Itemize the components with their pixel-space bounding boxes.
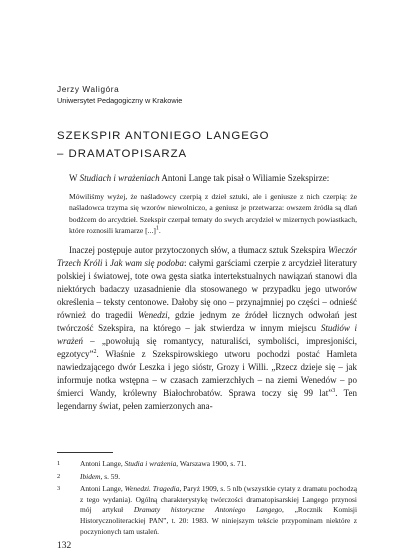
title-line-2: – DRAMATOPISARZA — [57, 148, 188, 160]
fn-italic: Dramaty historyczne Antoniego Langego — [133, 505, 283, 515]
intro-text-a: W — [69, 173, 80, 183]
para-italic-title: Wieczór Trzech Króli — [57, 244, 357, 268]
fn-italic: Ibidem — [80, 471, 101, 481]
para-text: – „powołują się romantycy, naturaliści, symboliści, impresjoniści, egzotycy” — [57, 335, 357, 359]
author-name: Jerzy Waligóra — [57, 85, 120, 94]
block-quote — [69, 191, 357, 237]
para-text: . Właśnie z Szekspirowskiego utworu pochodzi postać Hamleta nawiedzającego dwór Leszka i jego sióstr, Grozy i Willi. „Rzecz dzieje się – jak informuje notka wstępna – w czasach zamierzchłych – na ziemi Wenedów – po śmierci Wandy, królewny Białochrobatów. Sprawa toczy się 99 lat” — [57, 348, 357, 398]
footnote-number: 1 — [57, 460, 61, 467]
intro-paragraph — [57, 172, 357, 185]
para-text: : całymi garściami czerpie z arcydzieł literatury polskiej i światowej, tote owa gęsta siatka intertekstualnych nawiązań stanowi dla niektórych badaczy uzasadnienie dla stosowanego w przypadku jego utworów określenia – teksty centonowe. Dałoby się ono – przynajmniej po części – odnieść również do tragedii — [57, 257, 357, 320]
page-number: 132 — [57, 541, 72, 551]
fn-italic: Studia i wrażenia — [124, 459, 177, 468]
footnote-number: 3 — [57, 485, 61, 493]
author-affiliation: Uniwersytet Pedagogiczny w Krakowie — [57, 96, 183, 105]
body-text — [57, 172, 357, 413]
title-line-1: SZEKSPIR ANTONIEGO LANGEGO — [57, 130, 270, 142]
intro-text-c: Antoni Lange tak pisał o Wiliamie Szekspirze: — [159, 173, 330, 183]
footnote-1 — [57, 459, 357, 470]
article-title — [57, 127, 357, 163]
footnote-text — [80, 459, 357, 470]
footnote-text — [80, 472, 357, 483]
footnote-ref-3[interactable]: 3 — [332, 387, 336, 394]
footnote-2 — [57, 472, 357, 483]
footnote-3 — [57, 484, 357, 537]
fn-italic: Wenedzi. Tragedia — [124, 484, 180, 494]
para-text: . Ten legendarny świat, pełen zamierzonych ana- — [57, 387, 357, 411]
fn-part: , „Rocznik Komisji Historycznoliterackiej PAN”, t. 20: 1983. W niniejszym tekście przypominam niektóre z poczynionych tam ustaleń. — [80, 505, 357, 536]
footnote-text — [80, 484, 357, 537]
footnotes — [57, 459, 357, 539]
intro-book-title: Studiach i wrażeniach — [79, 173, 160, 183]
main-paragraph — [57, 244, 357, 413]
para-italic-title: Wenedzi — [137, 309, 168, 320]
footnote-number: 2 — [57, 472, 61, 480]
footnote-rule — [57, 452, 113, 453]
quote-text: Mówiliśmy wyżej, że naśladowcy czerpią z dzieł sztuki, ale i geniusze z nich czerpią: że naśladowca trzyma się wzorów niewolniczo, a geniusz je przetwarza: owszem źródła są dlań bodźcem do arcydzieł. Szekspir czerpał tematy do swych arcydzieł w mizernych powiastkach, które roznosili kramarze [...] — [69, 192, 357, 236]
fn-part: , s. 59. — [100, 471, 121, 481]
para-text: , gdzie jednym ze źródeł licznych odwołań jest twórczość Szekspira, na którego – jak stwierdza w innym miejscu — [57, 309, 357, 333]
fn-part: Antoni Lange, — [80, 484, 125, 494]
para-italic-title: Studiów i wrażeń — [57, 322, 357, 346]
author-block — [57, 84, 357, 106]
quote-end: . — [158, 226, 161, 236]
para-text: Inaczej postępuje autor przytoczonych słów, a tłumacz sztuk Szekspira — [69, 244, 328, 255]
fn-part: , Warszawa 1900, s. 71. — [176, 459, 247, 468]
paper-page — [57, 0, 357, 560]
fn-part: Antoni Lange, — [80, 459, 125, 468]
footnote-ref-1[interactable]: 1 — [155, 225, 159, 232]
para-italic-title: Jak wam się podoba — [110, 257, 185, 268]
fn-part: , Paryż 1909, s. 5 nlb (wszystkie cytaty z dramatu pochodzą z tego wydania). Ogólną charakterystykę twórczości dramatopisarskiej Langego przynosi mój artykuł — [80, 484, 358, 515]
footnote-ref-2[interactable]: 2 — [93, 348, 97, 355]
para-text: i — [102, 257, 111, 268]
